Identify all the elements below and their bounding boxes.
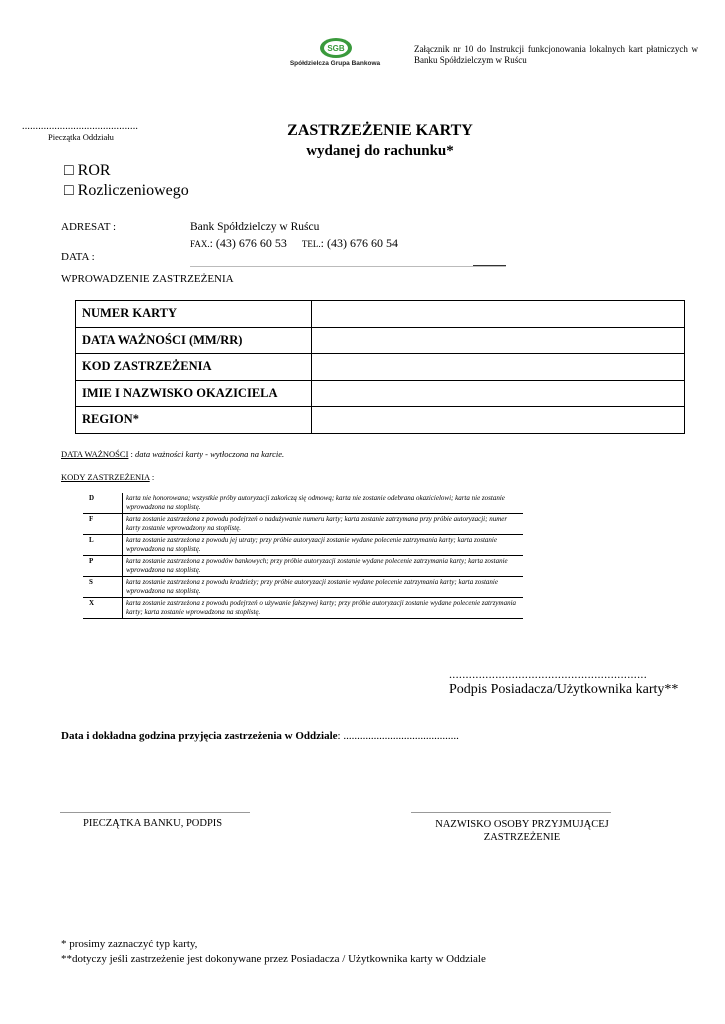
receiver-name-label-1: NAZWISKO OSOBY PRZYJMUJĄCEJ (435, 819, 609, 830)
receiver-name-label-2: ZASTRZEŻENIE (483, 832, 561, 843)
acceptance-time-dots: : .......................................... (337, 730, 459, 742)
tel-label: TEL. (301, 239, 321, 249)
tel-number: : (43) 676 60 54 (320, 236, 398, 250)
acceptance-time-line (61, 730, 459, 742)
intro-label: WPROWADZENIE ZASTRZEŻENIA (61, 273, 234, 285)
date-underline (190, 266, 506, 267)
receiver-name-label (411, 818, 633, 844)
codes-title-sep: : (149, 472, 155, 482)
table-row (83, 556, 523, 577)
form-row-label: REGION* (76, 407, 312, 434)
validity-note-label: DATA WAŻNOŚCI (61, 449, 129, 459)
code-key: X (83, 598, 123, 619)
stamp-label: Pieczątka Oddziału (48, 132, 114, 142)
form-row (76, 380, 685, 407)
fax-number: : (43) 676 60 53 (209, 236, 287, 250)
receiver-name-line (411, 812, 611, 813)
code-desc: karta zostanie zastrzeżona z powodów bankowych; przy próbie autoryzacji zostanie wydane polecenie zatrzymania karty; karta zostanie wprowadzona na stoplistę. (123, 556, 524, 577)
code-desc: karta zostanie zastrzeżona z powodu kradzieży; przy próbie autoryzacji zostanie wydane polecenie zatrzymania karty; karta zostanie wprowadzona na stoplistę. (123, 577, 524, 598)
code-desc: karta zostanie zastrzeżona z powodu podejrzeń o nadużywanie numeru karty; karta zostanie zatrzymana przy próbie autoryzacji; numer karty zostanie wprowadzony na stoplistę. (123, 514, 524, 535)
footnote-1: * prosimy zaznaczyć typ karty, (61, 938, 198, 950)
code-desc: karta zostanie zastrzeżona z powodu podejrzeń o używanie fałszywej karty; przy próbie autoryzacji zostanie wydane polecenie zatrzymania karty; karta zostanie wprowadzona na stoplistę. (123, 598, 524, 619)
form-row (76, 354, 685, 381)
code-desc: karta nie honorowana; wszystkie próby autoryzacji zakończą się odmową; karta nie zostanie odebrana okazicielowi; karta nie zostanie wprowadzona na stoplistę. (123, 493, 524, 514)
validity-note-text: data ważności karty - wytłoczona na karcie. (135, 449, 285, 459)
acceptance-time-label: Data i dokładna godzina przyjęcia zastrzeżenia w Oddziale (61, 730, 338, 742)
document-title: ZASTRZEŻENIE KARTY (287, 122, 473, 139)
table-row (83, 577, 523, 598)
fax-label: FAX. (190, 239, 210, 249)
signature-dots: ............................................................ (449, 667, 647, 681)
sgb-logo-mark (319, 37, 353, 59)
document-subtitle: wydanej do rachunku* (306, 143, 454, 159)
card-form-table (75, 300, 685, 434)
form-row-label: DATA WAŻNOŚCI (MM/RR) (76, 327, 312, 354)
bank-stamp-label: PIECZĄTKA BANKU, PODPIS (83, 818, 223, 829)
expiry-date-field[interactable] (312, 327, 685, 354)
validity-note-sep: : (128, 449, 136, 459)
bank-stamp-line (60, 812, 250, 813)
code-key: S (83, 577, 123, 598)
date-underline-dark (473, 265, 506, 266)
codes-title-label: KODY ZASTRZEŻENIA (61, 472, 150, 482)
codes-title (61, 472, 154, 482)
sgb-logo (283, 37, 387, 71)
block-code-field[interactable] (312, 354, 685, 381)
signature-label: Podpis Posiadacza/Użytkownika karty** (449, 682, 679, 697)
table-row (83, 493, 523, 514)
code-key: L (83, 535, 123, 556)
form-row (76, 327, 685, 354)
card-number-field[interactable] (312, 301, 685, 328)
form-row-label: NUMER KARTY (76, 301, 312, 328)
footnote-2: **dotyczy jeśli zastrzeżenie jest dokonywane przez Posiadacza / Użytkownika karty w Oddziale (61, 953, 486, 965)
form-row (76, 407, 685, 434)
date-label: DATA : (61, 251, 95, 263)
addressee-label: ADRESAT : (61, 221, 117, 233)
option-rozliczeniowego[interactable]: □ Rozliczeniowego (64, 182, 189, 199)
logo-name: Spółdzielcza Grupa Bankowa (289, 60, 381, 67)
region-field[interactable] (312, 407, 685, 434)
table-row (83, 514, 523, 535)
code-key: P (83, 556, 123, 577)
code-key: F (83, 514, 123, 535)
form-row (76, 301, 685, 328)
table-row (83, 598, 523, 619)
contact-line (190, 236, 398, 251)
code-key: D (83, 493, 123, 514)
svg-text:SGB: SGB (327, 44, 345, 53)
annex-note: Załącznik nr 10 do Instrukcji funkcjonowania lokalnych kart płatniczych w Banku Spółdzielczym w Ruścu (414, 44, 698, 65)
option-ror[interactable]: □ ROR (64, 162, 111, 179)
codes-table (83, 493, 523, 619)
bank-name: Bank Spółdzielczy w Ruścu (190, 221, 320, 233)
form-row-label: IMIE I NAZWISKO OKAZICIELA (76, 380, 312, 407)
form-row-label: KOD ZASTRZEŻENIA (76, 354, 312, 381)
stamp-dots: ........................................... (22, 121, 139, 132)
validity-note (61, 449, 284, 459)
code-desc: karta zostanie zastrzeżona z powodu jej utraty; przy próbie autoryzacji zostanie wydane polecenie zatrzymania karty; karta zostanie wprowadzona na stoplistę. (123, 535, 524, 556)
holder-name-field[interactable] (312, 380, 685, 407)
table-row (83, 535, 523, 556)
